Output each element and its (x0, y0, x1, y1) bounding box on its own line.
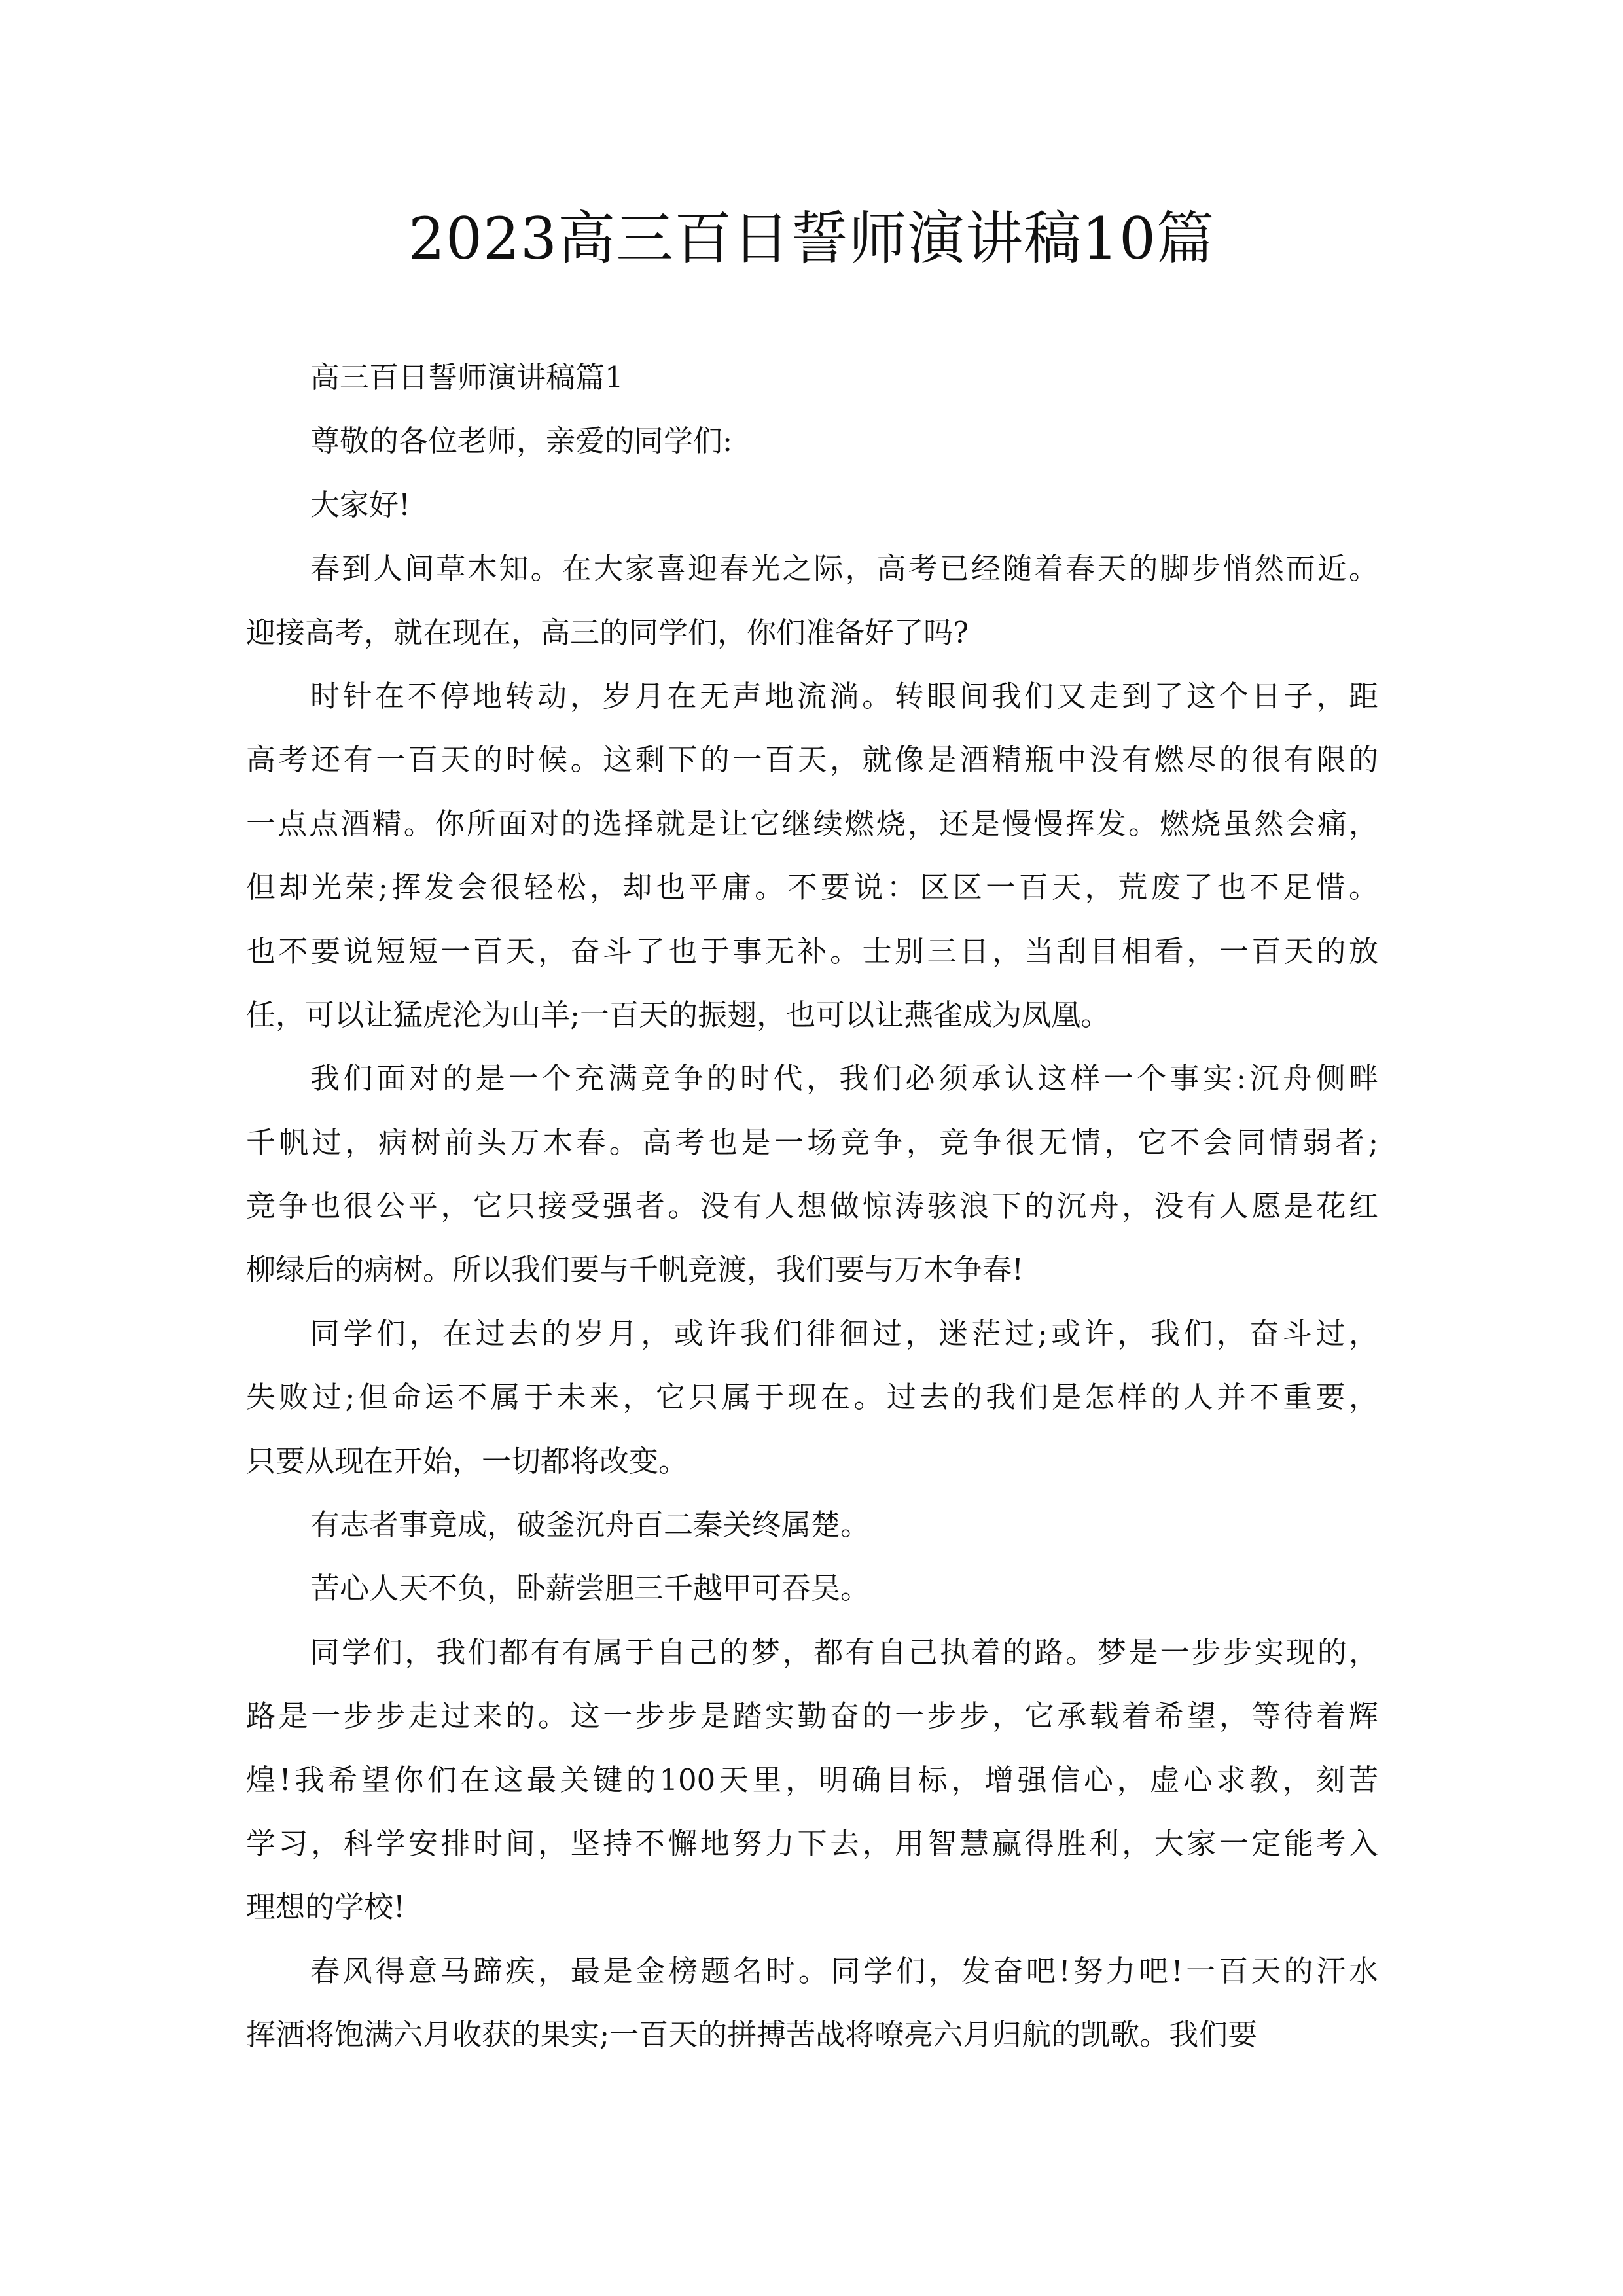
paragraph-line: 只要从现在开始，一切都将改变。 (246, 1443, 688, 1479)
paragraph (246, 1621, 1378, 1939)
paragraph-line: 同学们，我们都有有属于自己的梦，都有自己执着的路。梦是一步步实现的， (310, 1634, 1378, 1670)
paragraph-line: 一点点酒精。你所面对的选择就是让它继续燃烧，还是慢慢挥发。燃烧虽然会痛， (246, 806, 1378, 841)
paragraph-line: 迎接高考，就在现在，高三的同学们，你们准备好了吗? (246, 615, 969, 650)
paragraph-line: 理想的学校! (246, 1890, 406, 1925)
paragraph-line: 高考还有一百天的时候。这剩下的一百天，就像是酒精瓶中没有燃尽的很有限的 (246, 742, 1378, 778)
paragraph-line: 大家好! (310, 487, 411, 522)
paragraph-line: 也不要说短短一百天，奋斗了也于事无补。士别三日，当刮目相看，一百天的放 (246, 933, 1378, 969)
paragraph-line: 春风得意马蹄疾，最是金榜题名时。同学们，发奋吧!努力吧!一百天的汗水 (310, 1953, 1378, 1988)
paragraph-line: 时针在不停地转动，岁月在无声地流淌。转眼间我们又走到了这个日子，距 (310, 678, 1378, 713)
paragraph (246, 664, 1378, 1047)
paragraph-line: 苦心人天不负，卧薪尝胆三千越甲可吞吴。 (310, 1571, 870, 1606)
paragraph (246, 346, 1378, 409)
paragraph (246, 1556, 1378, 1620)
paragraph (246, 1047, 1378, 1302)
paragraph-line: 煌!我希望你们在这最关键的100天里，明确目标，增强信心，虚心求教，刻苦 (246, 1762, 1378, 1797)
paragraph (246, 1939, 1378, 2067)
paragraph-line: 我们面对的是一个充满竞争的时代，我们必须承认这样一个事实:沉舟侧畔 (310, 1061, 1378, 1096)
paragraph-line: 任，可以让猛虎沦为山羊;一百天的振翅，也可以让燕雀成为凤凰。 (246, 997, 1111, 1032)
paragraph (246, 473, 1378, 537)
paragraph-line: 尊敬的各位老师，亲爱的同学们: (310, 423, 733, 459)
paragraph-line: 柳绿后的病树。所以我们要与千帆竞渡，我们要与万木争春! (246, 1252, 1024, 1287)
paragraph-line: 同学们，在过去的岁月，或许我们徘徊过，迷茫过;或许，我们，奋斗过， (310, 1316, 1378, 1351)
document-body (246, 346, 1378, 2067)
paragraph-line: 春到人间草木知。在大家喜迎春光之际，高考已经随着春天的脚步悄然而近。 (310, 551, 1378, 586)
paragraph (246, 409, 1378, 473)
paragraph (246, 1302, 1378, 1493)
paragraph-line: 千帆过，病树前头万木春。高考也是一场竞争，竞争很无情，它不会同情弱者; (246, 1124, 1378, 1160)
paragraph-line: 竞争也很公平，它只接受强者。没有人想做惊涛骇浪下的沉舟，没有人愿是花红 (246, 1189, 1378, 1224)
paragraph (246, 537, 1378, 664)
paragraph-line: 失败过;但命运不属于未来，它只属于现在。过去的我们是怎样的人并不重要， (246, 1380, 1378, 1415)
paragraph-line: 高三百日誓师演讲稿篇1 (310, 360, 624, 395)
paragraph-line: 但却光荣;挥发会很轻松，却也平庸。不要说：区区一百天，荒废了也不足惜。 (246, 870, 1378, 905)
paragraph-line: 挥洒将饱满六月收获的果实;一百天的拼搏苦战将嘹亮六月归航的凯歌。我们要 (246, 2017, 1258, 2053)
paragraph-line: 学习，科学安排时间，坚持不懈地努力下去，用智慧赢得胜利，大家一定能考入 (246, 1825, 1378, 1861)
paragraph-line: 路是一步步走过来的。这一步步是踏实勤奋的一步步，它承载着希望，等待着辉 (246, 1698, 1378, 1734)
paragraph-line: 有志者事竟成，破釜沉舟百二秦关终属楚。 (310, 1507, 870, 1543)
paragraph (246, 1493, 1378, 1556)
document-title: 2023高三百日誓师演讲稿10篇 (408, 205, 1215, 272)
